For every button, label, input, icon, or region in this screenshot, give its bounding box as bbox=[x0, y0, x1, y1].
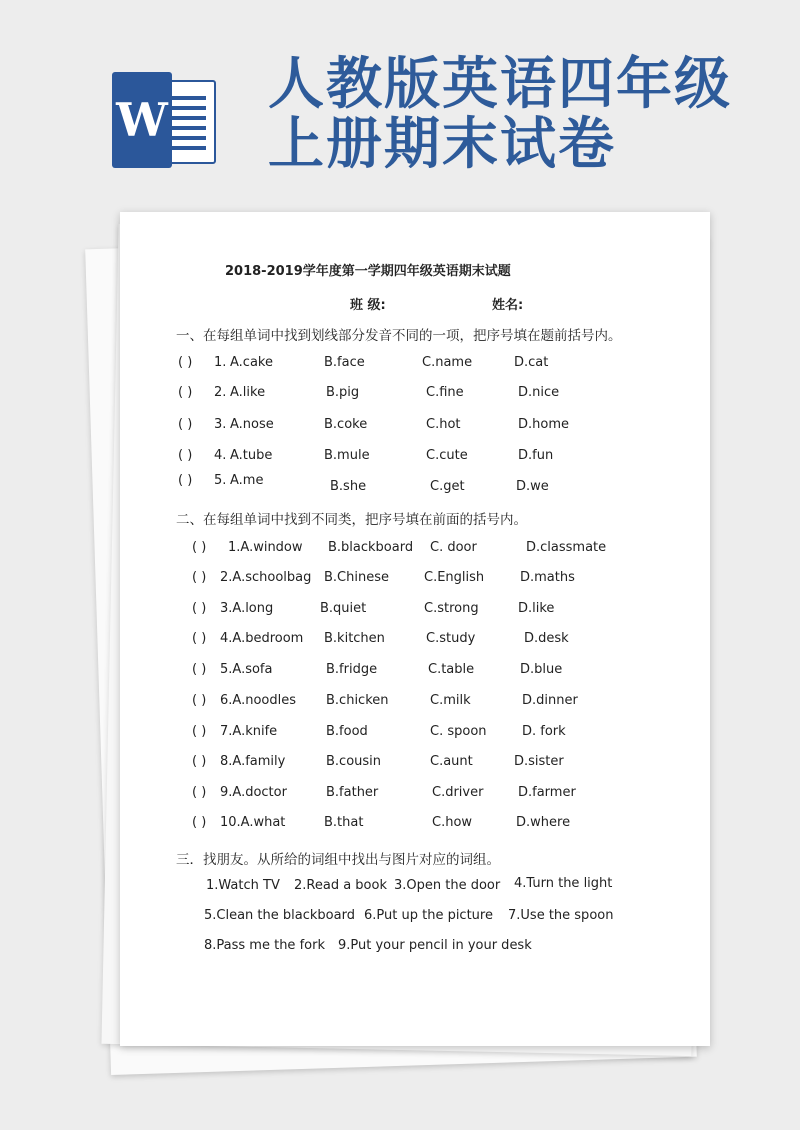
phrase-item: 2.Read a book bbox=[294, 878, 387, 893]
option-a: 5.A.sofa bbox=[220, 662, 273, 677]
s2-row-4 bbox=[192, 631, 672, 651]
word-document-icon bbox=[112, 72, 214, 168]
option-c: C.get bbox=[430, 479, 465, 494]
option-d: D.desk bbox=[524, 631, 569, 646]
option-c: C.English bbox=[424, 570, 485, 585]
answer-bracket[interactable]: ( ) bbox=[178, 355, 193, 370]
s2-row-10 bbox=[192, 815, 672, 835]
option-d: D.dinner bbox=[522, 693, 578, 708]
s2-row-1 bbox=[192, 540, 672, 560]
phrase-item: 5.Clean the blackboard bbox=[204, 908, 355, 923]
question-number: 3. bbox=[214, 417, 227, 432]
option-b: B.kitchen bbox=[324, 631, 385, 646]
answer-bracket[interactable]: ( ) bbox=[178, 385, 193, 400]
option-a: A.nose bbox=[230, 417, 274, 432]
exam-title: 2018-2019学年度第一学期四年级英语期末试题 bbox=[225, 264, 511, 279]
section-3-heading: 三．找朋友。从所给的词组中找出与图片对应的词组。 bbox=[176, 852, 500, 868]
option-b: B.mule bbox=[324, 448, 370, 463]
option-b: B.she bbox=[330, 479, 367, 494]
option-a: A.me bbox=[230, 473, 264, 488]
phrase-item: 4.Turn the light bbox=[514, 876, 613, 891]
answer-bracket[interactable]: ( ) bbox=[192, 570, 207, 585]
answer-bracket[interactable]: ( ) bbox=[192, 754, 207, 769]
option-b: B.chicken bbox=[326, 693, 389, 708]
option-d: D.we bbox=[516, 479, 549, 494]
option-c: C.name bbox=[422, 355, 473, 370]
answer-bracket[interactable]: ( ) bbox=[192, 724, 207, 739]
s2-row-7 bbox=[192, 724, 672, 744]
option-b: B.face bbox=[324, 355, 365, 370]
option-c: C.cute bbox=[426, 448, 468, 463]
option-a: 3.A.long bbox=[220, 601, 274, 616]
phrase-item: 6.Put up the picture bbox=[364, 908, 493, 923]
s2-row-9 bbox=[192, 785, 672, 805]
option-b: B.food bbox=[326, 724, 368, 739]
option-a: 1.A.window bbox=[228, 540, 303, 555]
s1-row-4 bbox=[178, 448, 678, 468]
banner bbox=[0, 0, 800, 200]
option-c: C.fine bbox=[426, 385, 464, 400]
answer-bracket[interactable]: ( ) bbox=[192, 815, 207, 830]
option-c: C. door bbox=[430, 540, 477, 555]
option-c: C.strong bbox=[424, 601, 479, 616]
s1-row-3 bbox=[178, 417, 678, 437]
banner-title-line-2: 上册期末试卷 bbox=[268, 112, 616, 177]
option-d: D.cat bbox=[514, 355, 549, 370]
option-d: D.nice bbox=[518, 385, 560, 400]
option-d: D. fork bbox=[522, 724, 566, 739]
answer-bracket[interactable]: ( ) bbox=[192, 540, 207, 555]
option-d: D.like bbox=[518, 601, 555, 616]
option-c: C.study bbox=[426, 631, 476, 646]
s2-row-6 bbox=[192, 693, 672, 713]
option-a: A.tube bbox=[230, 448, 273, 463]
option-b: B.father bbox=[326, 785, 379, 800]
s1-row-5 bbox=[178, 473, 678, 493]
option-c: C.driver bbox=[432, 785, 484, 800]
option-a: 4.A.bedroom bbox=[220, 631, 304, 646]
option-a: 2.A.schoolbag bbox=[220, 570, 312, 585]
option-a: 9.A.doctor bbox=[220, 785, 287, 800]
option-a: 6.A.noodles bbox=[220, 693, 296, 708]
answer-bracket[interactable]: ( ) bbox=[178, 417, 193, 432]
question-number: 1. bbox=[214, 355, 227, 370]
phrase-item: 9.Put your pencil in your desk bbox=[338, 938, 532, 953]
option-c: C.hot bbox=[426, 417, 461, 432]
option-c: C. spoon bbox=[430, 724, 487, 739]
option-c: C.aunt bbox=[430, 754, 473, 769]
option-c: C.table bbox=[428, 662, 475, 677]
phrase-item: 3.Open the door bbox=[394, 878, 501, 893]
s1-row-1 bbox=[178, 355, 678, 375]
s1-row-2 bbox=[178, 385, 678, 405]
option-d: D.blue bbox=[520, 662, 563, 677]
answer-bracket[interactable]: ( ) bbox=[192, 693, 207, 708]
answer-bracket[interactable]: ( ) bbox=[178, 448, 193, 463]
name-label: 姓名: bbox=[492, 298, 524, 313]
option-d: D.where bbox=[516, 815, 571, 830]
option-a: A.cake bbox=[230, 355, 273, 370]
s2-row-2 bbox=[192, 570, 672, 590]
option-b: B.that bbox=[324, 815, 364, 830]
banner-title-line-1: 人教版英语四年级 bbox=[268, 52, 732, 117]
option-b: B.pig bbox=[326, 385, 360, 400]
option-b: B.cousin bbox=[326, 754, 382, 769]
question-number: 5. bbox=[214, 473, 227, 488]
s2-row-5 bbox=[192, 662, 672, 682]
s2-row-8 bbox=[192, 754, 672, 774]
question-number: 2. bbox=[214, 385, 227, 400]
option-d: D.sister bbox=[514, 754, 564, 769]
answer-bracket[interactable]: ( ) bbox=[192, 601, 207, 616]
option-b: B.quiet bbox=[320, 601, 367, 616]
option-d: D.fun bbox=[518, 448, 554, 463]
phrase-item: 8.Pass me the fork bbox=[204, 938, 325, 953]
option-b: B.blackboard bbox=[328, 540, 414, 555]
phrase-item: 1.Watch TV bbox=[206, 878, 280, 893]
option-c: C.milk bbox=[430, 693, 471, 708]
option-a: 10.A.what bbox=[220, 815, 286, 830]
option-d: D.farmer bbox=[518, 785, 576, 800]
question-number: 4. bbox=[214, 448, 227, 463]
s2-row-3 bbox=[192, 601, 672, 621]
answer-bracket[interactable]: ( ) bbox=[192, 631, 207, 646]
option-a: A.like bbox=[230, 385, 266, 400]
answer-bracket[interactable]: ( ) bbox=[192, 785, 207, 800]
exam-paper bbox=[120, 212, 710, 1046]
phrase-item: 7.Use the spoon bbox=[508, 908, 614, 923]
option-d: D.maths bbox=[520, 570, 575, 585]
option-c: C.how bbox=[432, 815, 473, 830]
word-logo-letter: W bbox=[112, 72, 172, 168]
option-a: 7.A.knife bbox=[220, 724, 278, 739]
option-d: D.classmate bbox=[526, 540, 607, 555]
answer-bracket[interactable]: ( ) bbox=[178, 473, 193, 488]
option-a: 8.A.family bbox=[220, 754, 286, 769]
section-2-heading: 二、在每组单词中找到不同类，把序号填在前面的括号内。 bbox=[176, 512, 527, 528]
option-b: B.Chinese bbox=[324, 570, 389, 585]
option-d: D.home bbox=[518, 417, 569, 432]
class-label: 班 级: bbox=[350, 298, 386, 313]
option-b: B.fridge bbox=[326, 662, 378, 677]
answer-bracket[interactable]: ( ) bbox=[192, 662, 207, 677]
option-b: B.coke bbox=[324, 417, 368, 432]
section-1-heading: 一、在每组单词中找到划线部分发音不同的一项，把序号填在题前括号内。 bbox=[176, 328, 622, 344]
